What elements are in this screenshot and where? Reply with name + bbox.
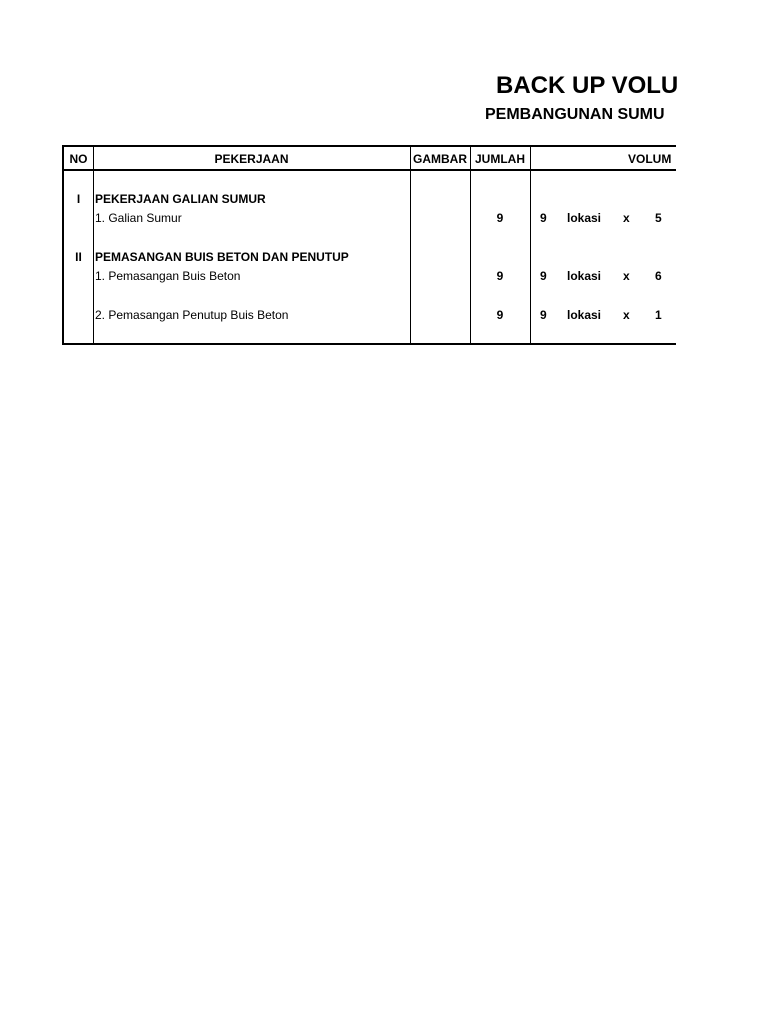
item-operator: x [623,269,630,283]
item-unit: lokasi [567,269,602,283]
header-pekerjaan: PEKERJAAN [214,152,289,166]
item-jumlah: 9 [496,211,504,225]
document-subtitle: PEMBANGUNAN SUMU [485,106,665,123]
item-jumlah: 9 [496,269,504,283]
column-divider [410,147,411,343]
item-name: 1. Galian Sumur [95,211,182,225]
item-qty: 9 [540,269,547,283]
document-title: BACK UP VOLU [496,72,679,99]
section-title: PEKERJAAN GALIAN SUMUR [95,192,266,206]
section-number: I [76,192,81,206]
item-name: 2. Pemasangan Penutup Buis Beton [95,308,289,322]
item-jumlah: 9 [496,308,504,322]
header-volume: VOLUM [628,152,672,166]
section-number: II [75,250,82,264]
column-divider [530,147,531,343]
section-title: PEMASANGAN BUIS BETON DAN PENUTUP [95,250,349,264]
item-factor: 6 [655,269,662,283]
item-qty: 9 [540,211,547,225]
header-gambar: GAMBAR [413,152,467,166]
column-divider [93,147,94,343]
header-no: NO [69,152,88,166]
item-name: 1. Pemasangan Buis Beton [95,269,241,283]
volume-table [62,145,676,345]
header-divider [64,169,676,171]
item-factor: 5 [655,211,662,225]
item-operator: x [623,211,630,225]
item-unit: lokasi [567,308,602,322]
item-factor: 1 [655,308,662,322]
item-operator: x [623,308,630,322]
header-jumlah: JUMLAH [475,152,525,166]
item-qty: 9 [540,308,547,322]
item-unit: lokasi [567,211,602,225]
